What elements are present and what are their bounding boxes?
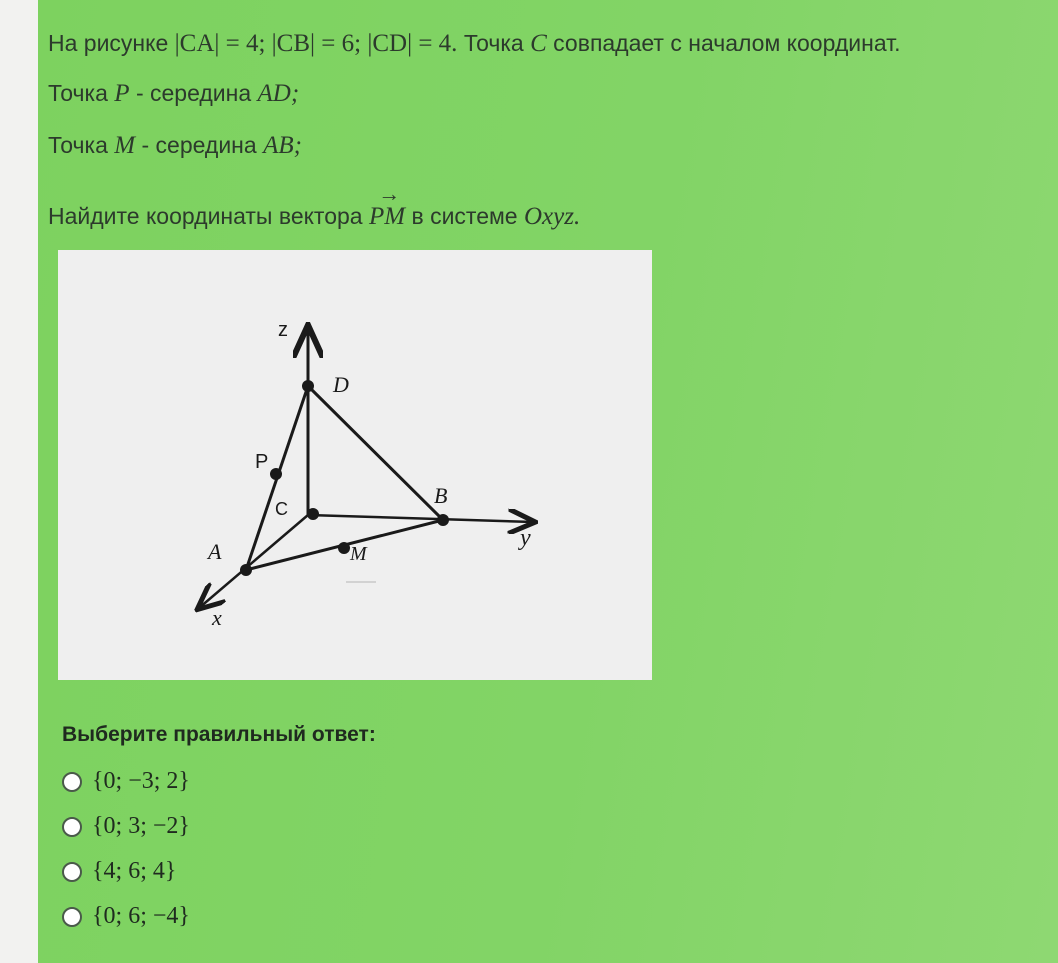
option-text: {4; 6; 4}: [92, 858, 177, 884]
answer-option-2[interactable]: [62, 813, 190, 840]
radio-button[interactable]: [62, 862, 82, 882]
line2-prefix: Точка: [48, 80, 108, 106]
line1-math: |CA| = 4; |CB| = 6; |CD| = 4.: [174, 30, 458, 57]
label-d: D: [333, 372, 349, 397]
line2-mid: - середина: [135, 80, 252, 106]
line1-suffix: совпадает с началом координат.: [553, 30, 901, 56]
vector-label: PM: [368, 203, 406, 230]
line2-point: P: [114, 80, 130, 107]
answer-option-4[interactable]: [62, 903, 190, 930]
question-line-1: [48, 30, 900, 58]
option-text: {0; −3; 2}: [92, 768, 190, 794]
point-a: [240, 564, 252, 576]
line2-seg: AD;: [257, 80, 300, 107]
answer-option-3[interactable]: [62, 858, 176, 885]
vector-pm: [368, 181, 406, 231]
question-line-2: [48, 80, 299, 108]
point-c: [307, 508, 319, 520]
label-z: z: [278, 319, 288, 341]
point-b: [437, 514, 449, 526]
geometry-figure: [58, 250, 652, 680]
line1-point-label: Точка: [463, 30, 524, 56]
radio-button[interactable]: [62, 907, 82, 927]
tetrahedron-diagram: [58, 250, 652, 680]
y-axis: [308, 515, 533, 522]
line4-prefix: Найдите координаты вектора: [48, 203, 363, 229]
line1-point: C: [530, 30, 547, 57]
option-text: {0; 6; −4}: [92, 903, 190, 929]
point-m: [338, 542, 350, 554]
line3-prefix: Точка: [48, 132, 108, 158]
label-b: B: [434, 483, 448, 508]
point-p: [270, 468, 282, 480]
line4-system: Oxyz.: [524, 203, 581, 230]
label-y: y: [520, 525, 531, 551]
line3-point: M: [114, 132, 136, 159]
line4-mid: в системе: [411, 203, 518, 229]
edge-db: [308, 386, 443, 520]
line3-seg: AB;: [263, 132, 302, 159]
label-x: x: [212, 605, 222, 630]
label-c: C: [275, 499, 288, 519]
point-d: [302, 380, 314, 392]
question-line-4: [48, 181, 581, 231]
radio-button[interactable]: [62, 817, 82, 837]
radio-button[interactable]: [62, 772, 82, 792]
question-line-3: [48, 132, 302, 160]
line1-prefix: На рисунке: [48, 30, 169, 56]
label-a: A: [208, 539, 222, 564]
answer-option-1[interactable]: [62, 768, 190, 795]
label-m: M: [350, 543, 367, 565]
option-text: {0; 3; −2}: [92, 813, 190, 839]
label-p: P: [255, 451, 269, 473]
answer-prompt: Выберите правильный ответ:: [62, 723, 376, 746]
vector-arrow-icon: →: [378, 181, 401, 206]
line3-mid: - середина: [141, 132, 257, 158]
